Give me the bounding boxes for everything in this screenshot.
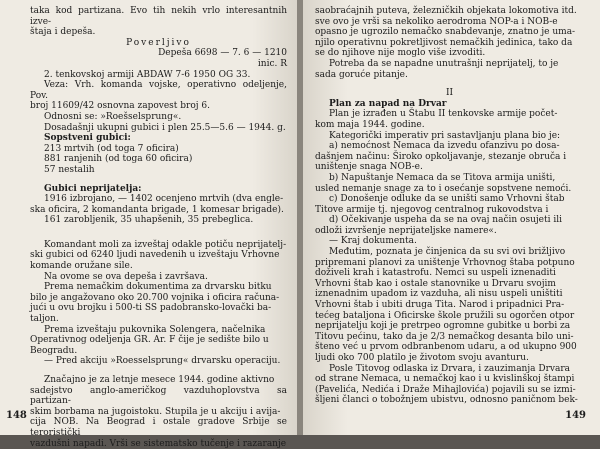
text-line: bilo je angažovano oko 20.700 vojnika i oficira računa- <box>30 292 280 303</box>
text-line: od strane Nemaca, u nemačkoj kao i u kvislinškoj štampi <box>315 374 575 385</box>
text-line: 881 ranjenih (od toga 60 oficira) <box>44 154 193 165</box>
text-line: ski gubici od 6240 ljudi navedenih u izveštaju Vrhovne <box>30 250 280 261</box>
text-line: ska oficira, 2 komandanta brigade, 1 komesar brigade). <box>30 204 284 215</box>
text-line: kom maja 1944. godine. <box>315 119 425 130</box>
text-line: Dosadašnji ukupni gubici i plen 25.5—5.6 — 1944. g. <box>44 122 286 133</box>
text-line: vazdušni napadi. Vrši se sistematsko tučenje i razaranje <box>30 438 287 449</box>
text-line: njilo operativnu pokretljivost nemačkih jedinica, tako da <box>315 37 573 48</box>
text-line: opasno je ugrozilo nemačko snabdevanje, znatno je uma- <box>315 27 576 38</box>
text-line: II <box>445 88 454 99</box>
text-line: 57 nestalih <box>44 164 95 175</box>
text-line: Potreba da se napadne unutrašnji neprijatelj, to je <box>329 58 559 69</box>
text-line: dašnjem načinu: Široko opkoljavanje, stezanje obruča i <box>315 151 567 162</box>
text-line: Beogradu. <box>30 345 78 356</box>
text-line: 213 mrtvih (od toga 7 oficira) <box>44 143 179 154</box>
text-line: d) Očekivanje uspeha da se na ovaj način osujeti ili <box>329 215 562 226</box>
text-line: Prema nemačkim dokumentima za drvarsku bitku <box>44 282 272 293</box>
text-line: Značajno je za letnje mesece 1944. godine aktivno <box>44 375 275 385</box>
text-line: pripremani planovi za uništenje Vrhovnog štaba potpuno <box>315 257 575 268</box>
text-line: Međutim, poznata je činjenica da su svi ovi brižljivo <box>329 247 566 258</box>
text-line: iznenadnim upadom iz vazduha, ali nisu uspeli uništiti <box>315 289 563 300</box>
text-line: šteno već u prvom odbranbenom udaru, a od ukupno 900 <box>315 342 577 353</box>
paragraph-gap <box>30 226 287 240</box>
text-line: broj 11609/42 osnovna zapovest broj 6. <box>30 101 210 112</box>
text-line: sve ovo je vrši sa nekoliko aerodroma NOP-a i NOB-e <box>315 16 558 27</box>
paragraph-gap <box>30 176 287 184</box>
text-line: se do njihove nije moglo više izvoditi. <box>315 48 486 59</box>
text-line: Vrhovni štab i ubiti druga Tita. Narod i pripadnici Pra- <box>315 300 565 311</box>
text-line: Titovu pećinu, tako da je 2/3 nemačkog desanta bilo uni- <box>315 331 574 342</box>
text-line: odloži izvršenje neprijateljske namere«. <box>315 225 497 236</box>
text-line: Poverljivo <box>126 37 191 48</box>
text-line: štaja i depeša. <box>30 27 96 38</box>
text-line: Vrhovni štab kao i ostale stanovnike u Drvaru svojim <box>315 278 556 289</box>
text-line: Gubici neprijatelja: <box>44 183 142 194</box>
text-line: — Pred akciju »Roesselsprung« drvarsku operaciju. <box>44 356 281 367</box>
text-line: Kategorički imperativ pri sastavljanju plana bio je: <box>329 130 561 141</box>
text-line: b) Napuštanje Nemaca da se Titova armija uništi, <box>329 172 556 183</box>
right-page-text <box>315 6 584 406</box>
right-page <box>303 0 600 435</box>
text-line: 1916 izbrojano, — 1402 ocenjeno mrtvih (dva engle- <box>44 194 284 205</box>
text-line: Posle Titovog odlaska iz Drvara, i zauzimanja Drvara <box>329 363 571 374</box>
text-line: inic. R <box>257 58 287 69</box>
text-line: Komandant moli za izveštaj odakle potiču neprijatelj- <box>44 239 287 250</box>
text-line: skim borbama na jugoistoku. Stupila je u akciju i avija- <box>30 406 281 417</box>
text-line: Plan je izrađen u Štabu II tenkovske armije počet- <box>329 109 558 120</box>
left-page-number: 148 <box>6 410 27 421</box>
left-page-text <box>30 6 287 449</box>
text-line: doživeli krah i katastrofu. Nemci su uspeli iznenaditi <box>315 268 556 279</box>
text-line: Titove armije tj. njegovog centralnog rukovodstva i <box>315 204 549 215</box>
text-line: sadejstvo anglo-američkog vazduhoplovstva sa partizan- <box>30 385 287 407</box>
text-line: jući u ovu brojku i 500-ti SS padobransko-lovački ba- <box>30 303 272 314</box>
paragraph-gap <box>315 80 584 88</box>
text-line: a) nemoćnost Nemaca da izvedu ofanzivu po dosa- <box>329 141 560 152</box>
text-line: cija NOB. Na Beograd i ostale gradove Srbije se teroristički <box>30 417 287 438</box>
text-line: Na ovome se ova depeša i završava. <box>44 271 208 282</box>
text-line: neprijatelju koji je pretrpeo ogromne gubitke u borbi za <box>315 321 571 332</box>
text-line: taka kod partizana. Evo tih nekih vrlo interesantnih izve- <box>30 6 287 27</box>
text-line: taljon. <box>30 314 59 325</box>
text-line: ljudi oko 700 platilo je životom svoju avanturu. <box>315 353 529 363</box>
text-line: c) Donošenje odluke da se uništi samo Vrhovni štab <box>329 194 565 205</box>
text-line: tećeg bataljona i Oficirske škole pružili su ogorčen otpor <box>315 310 575 321</box>
paragraph-gap <box>30 367 287 375</box>
text-line: uništenje snaga NOB-e. <box>315 162 423 173</box>
text-line: sada gorućе pitanje. <box>315 69 408 80</box>
text-line: Odnosni se: »Roešselsprung«. <box>44 111 182 122</box>
text-line: (Pavelića, Nedića i Draže Mihajlovića) pojavili su se izmi- <box>315 384 576 395</box>
text-line: Plan za napad na Drvar <box>329 98 447 109</box>
text-line: Operativnog odeljenja GR. Ar. F čije je sedište bilo u <box>30 335 269 346</box>
text-line: komande oružane sile. <box>30 261 133 272</box>
text-line: Depeša 6698 — 7. 6 — 1210 <box>158 48 287 59</box>
text-line: 161 zarobljenik, 35 uhapšenih, 35 prebeglica. <box>44 215 254 226</box>
text-line: usled nemanje snage za to i osećanje sopstvene nemoći. <box>315 183 572 194</box>
left-page <box>0 0 297 449</box>
text-line: Veza: Vrh. komanda vojske, operativno odeljenje, Pov. <box>30 80 287 101</box>
text-line: 2. tenkovskoj armiji ABDAW 7-6 1950 OG 33. <box>44 69 251 80</box>
text-line: — Kraj dokumenta. <box>329 236 417 247</box>
right-page-number: 149 <box>565 410 586 421</box>
text-line: Prema izveštaju pukovnika Solengera, načelnika <box>44 324 266 335</box>
text-line: Sopstveni gubici: <box>44 133 131 144</box>
text-line: šljeni članci o tobožnjem ubistvu, odnosno paničnom bek- <box>315 395 578 406</box>
text-line: saobraćajnih puteva, železničkih objekata lokomotiva itd. <box>315 6 577 16</box>
